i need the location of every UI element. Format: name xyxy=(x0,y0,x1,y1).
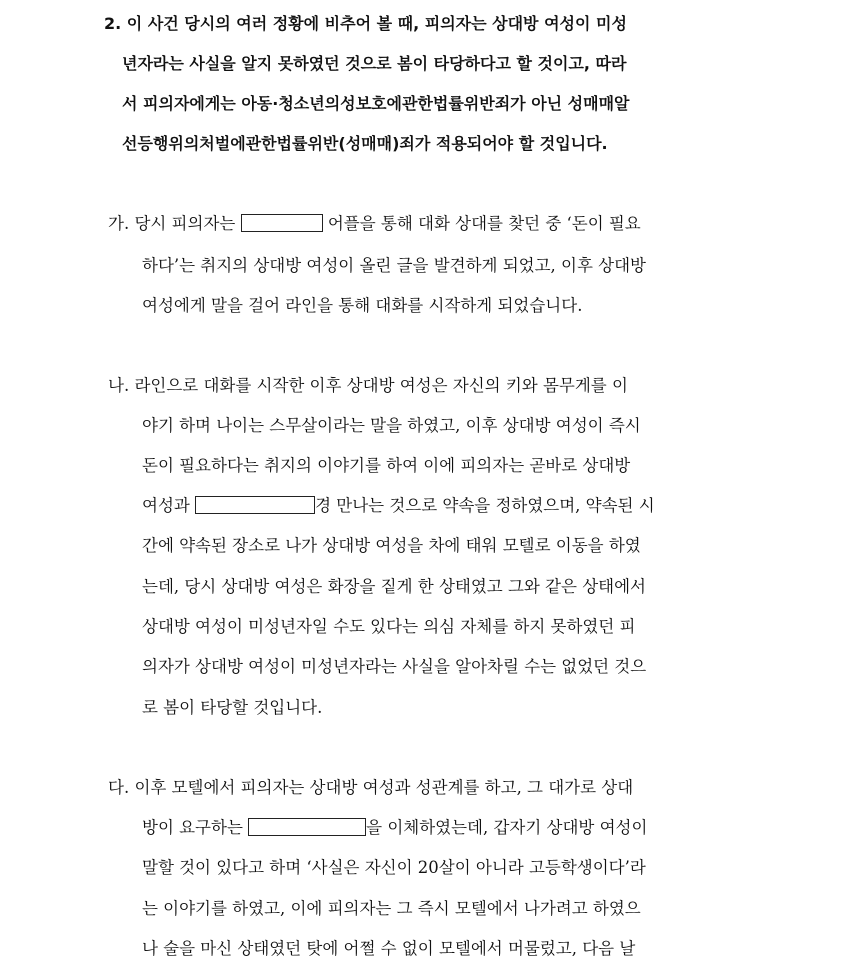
paragraph-ga-line-1 xyxy=(108,212,641,236)
paragraph-da-line-4: 는 이야기를 하였고, 이에 피의자는 그 즉시 모텔에서 나가려고 하였으 xyxy=(142,899,641,918)
paragraph-na-line-7: 상대방 여성이 미성년자일 수도 있다는 의심 자체를 하지 못하였던 피 xyxy=(142,617,636,636)
paragraph-da-line-3: 말할 것이 있다고 하며 ‘사실은 자신이 20살이 아니라 고등학생이다’라 xyxy=(142,858,646,877)
paragraph-marker: 나. xyxy=(108,376,130,395)
text-segment: 경 만나는 것으로 약속을 정하였으며, 약속된 시 xyxy=(315,496,655,515)
section-2-line-3: 서 피의자에게는 아동·청소년의성보호에관한법률위반죄가 아닌 성매매알 xyxy=(122,94,630,113)
redacted-box xyxy=(241,214,323,232)
redacted-box xyxy=(195,496,315,514)
paragraph-marker: 가. xyxy=(108,214,130,233)
paragraph-marker: 다. xyxy=(108,778,130,797)
section-2-line-4: 선등행위의처벌에관한법률위반(성매매)죄가 적용되어야 할 것입니다. xyxy=(122,134,608,153)
text-segment: 이후 모텔에서 피의자는 상대방 여성과 성관계를 하고, 그 대가로 상대 xyxy=(134,778,634,797)
paragraph-na-line-6: 는데, 당시 상대방 여성은 화장을 짙게 한 상태였고 그와 같은 상태에서 xyxy=(142,577,646,596)
redacted-box xyxy=(248,818,366,836)
paragraph-na-line-9: 로 봄이 타당할 것입니다. xyxy=(142,698,323,717)
section-number: 2. xyxy=(104,14,122,33)
paragraph-na-line-4 xyxy=(142,494,655,518)
paragraph-na-line-5: 간에 약속된 장소로 나가 상대방 여성을 차에 태워 모텔로 이동을 하였 xyxy=(142,536,641,555)
text-segment: 을 이체하였는데, 갑자기 상대방 여성이 xyxy=(366,818,648,837)
text-segment: 방이 요구하는 xyxy=(142,818,243,837)
paragraph-na-line-8: 의자가 상대방 여성이 미성년자라는 사실을 알아차릴 수는 없었던 것으 xyxy=(142,657,647,676)
paragraph-ga-line-3: 여성에게 말을 걸어 라인을 통해 대화를 시작하게 되었습니다. xyxy=(142,296,583,315)
paragraph-ga-line-2: 하다’는 취지의 상대방 여성이 올린 글을 발견하게 되었고, 이후 상대방 xyxy=(142,256,646,275)
text-segment: 당시 피의자는 xyxy=(134,214,236,233)
paragraph-da-line-5: 나 술을 마신 상태였던 탓에 어쩔 수 없이 모텔에서 머물렀고, 다음 날 xyxy=(142,939,636,958)
section-text: 이 사건 당시의 여러 정황에 비추어 볼 때, 피의자는 상대방 여성이 미성 xyxy=(126,14,627,33)
paragraph-da-line-1 xyxy=(108,776,633,800)
paragraph-na-line-1 xyxy=(108,374,628,398)
paragraph-da-line-2 xyxy=(142,816,647,840)
text-segment: 여성과 xyxy=(142,496,190,515)
text-segment: 라인으로 대화를 시작한 이후 상대방 여성은 자신의 키와 몸무게를 이 xyxy=(134,376,628,395)
paragraph-na-line-2: 야기 하며 나이는 스무살이라는 말을 하였고, 이후 상대방 여성이 즉시 xyxy=(142,416,641,435)
text-segment: 어플을 통해 대화 상대를 찾던 중 ‘돈이 필요 xyxy=(327,214,641,233)
section-2-line-2: 년자라는 사실을 알지 못하였던 것으로 봄이 타당하다고 할 것이고, 따라 xyxy=(122,54,627,73)
section-2-line-1 xyxy=(104,12,722,36)
paragraph-na-line-3: 돈이 필요하다는 취지의 이야기를 하여 이에 피의자는 곧바로 상대방 xyxy=(142,456,631,475)
